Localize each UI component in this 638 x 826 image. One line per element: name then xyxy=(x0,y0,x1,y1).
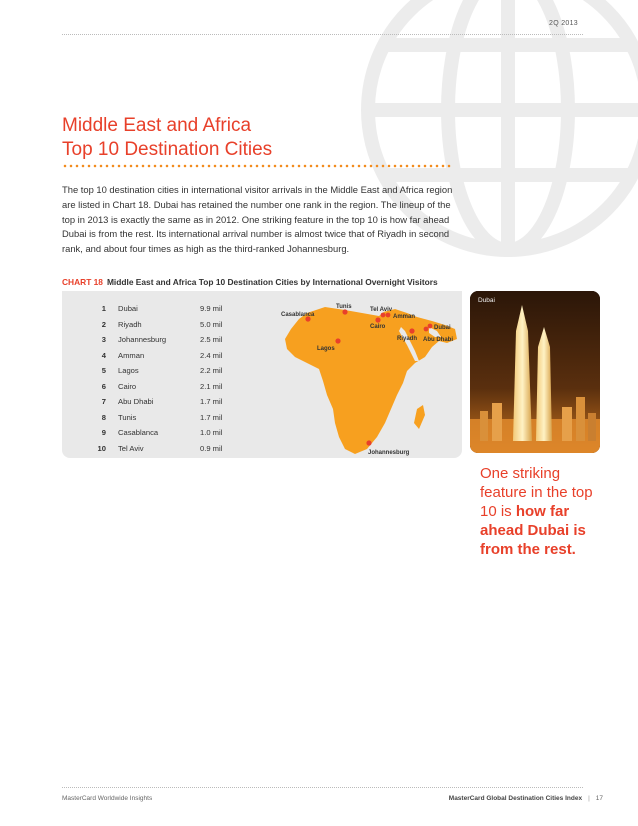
value-cell: 1.7 mil xyxy=(200,412,223,422)
map-label-abu-dhabi: Abu Dhabi xyxy=(423,337,453,343)
pull-quote xyxy=(480,464,600,559)
photo-caption: Dubai xyxy=(478,297,495,304)
map-marker-riyadh xyxy=(409,328,414,333)
table-row xyxy=(62,397,282,413)
rank-cell: 1 xyxy=(101,304,106,313)
table-row xyxy=(62,320,282,336)
table-row xyxy=(62,382,282,398)
city-cell: Casablanca xyxy=(118,428,159,437)
table-row xyxy=(62,444,282,460)
table-row xyxy=(62,351,282,367)
map-label-tel-aviv: Tel Aviv xyxy=(370,307,393,313)
header-divider xyxy=(62,34,583,35)
footer-publisher: MasterCard Worldwide Insights xyxy=(62,795,153,802)
africa-map xyxy=(267,291,462,458)
rank-cell: 9 xyxy=(101,428,106,437)
map-marker-tel-aviv xyxy=(381,313,386,318)
map-label-cairo: Cairo xyxy=(370,324,386,330)
map-marker-lagos xyxy=(335,338,340,343)
table-row xyxy=(62,304,282,320)
quarter-label: 2Q 2013 xyxy=(549,20,578,27)
rank-cell: 5 xyxy=(101,366,106,375)
rank-cell: 2 xyxy=(101,319,106,329)
page-number: 17 xyxy=(595,795,603,802)
rank-cell: 6 xyxy=(101,381,106,391)
page-title xyxy=(62,114,272,162)
map-madagascar xyxy=(414,405,425,429)
map-marker-cairo xyxy=(375,317,380,322)
pull-quote-lead: One striking feature in the top 10 is xyxy=(480,465,593,520)
map-marker-amman xyxy=(386,313,391,318)
table-row xyxy=(62,366,282,382)
city-cell: Abu Dhabi xyxy=(118,397,154,406)
value-cell: 1.0 mil xyxy=(200,428,223,437)
map-label-casablanca: Casablanca xyxy=(281,312,315,318)
map-marker-abu-dhabi xyxy=(424,327,429,332)
map-marker-dubai xyxy=(428,324,433,329)
chart-number: CHART 18 xyxy=(62,277,103,287)
map-marker-tunis xyxy=(342,309,347,314)
city-cell: Lagos xyxy=(118,366,139,375)
chart-caption xyxy=(62,277,438,287)
rank-cell: 4 xyxy=(101,350,106,360)
rank-cell: 7 xyxy=(101,397,106,406)
rank-cell: 10 xyxy=(97,443,106,453)
map-label-riyadh: Riyadh xyxy=(397,336,418,342)
pull-quote-emphasis: how far ahead Dubai is from the rest. xyxy=(480,503,586,558)
city-cell: Amman xyxy=(118,350,145,360)
title-dotted-divider xyxy=(62,164,452,168)
title-line-2: Top 10 Destination Cities xyxy=(62,139,273,160)
rank-table xyxy=(62,304,282,459)
city-cell: Tel Aviv xyxy=(118,443,144,453)
value-cell: 2.4 mil xyxy=(200,350,223,360)
value-cell: 5.0 mil xyxy=(200,319,223,329)
value-cell: 2.1 mil xyxy=(200,381,223,391)
rank-cell: 8 xyxy=(101,412,106,422)
value-cell: 0.9 mil xyxy=(200,443,223,453)
city-cell: Johannesburg xyxy=(118,335,167,344)
table-row xyxy=(62,428,282,444)
table-row xyxy=(62,413,282,429)
value-cell: 2.2 mil xyxy=(200,366,223,375)
rank-cell: 3 xyxy=(101,335,106,344)
value-cell: 1.7 mil xyxy=(200,397,223,406)
footer-right xyxy=(449,795,603,802)
dubai-skyline-image xyxy=(470,291,600,453)
city-cell: Cairo xyxy=(118,381,137,391)
value-cell: 9.9 mil xyxy=(200,304,223,313)
map-marker-johannesburg xyxy=(366,440,371,445)
map-label-dubai: Dubai xyxy=(434,325,451,331)
map-label-amman: Amman xyxy=(393,314,416,320)
footer-report-title: MasterCard Global Destination Cities Index xyxy=(448,795,583,802)
title-line-1: Middle East and Africa xyxy=(62,115,252,136)
dubai-photo xyxy=(470,291,600,453)
table-row xyxy=(62,335,282,351)
city-cell: Riyadh xyxy=(118,319,142,329)
city-cell: Tunis xyxy=(118,412,137,422)
footer-divider xyxy=(62,787,583,788)
map-label-lagos: Lagos xyxy=(317,346,335,352)
footer-separator: | xyxy=(588,795,590,802)
chart-panel xyxy=(62,291,462,458)
map-label-johannesburg: Johannesburg xyxy=(368,450,410,456)
city-cell: Dubai xyxy=(118,304,138,313)
chart-title: Middle East and Africa Top 10 Destination Cities by International Overnight Visitors xyxy=(106,277,438,287)
map-label-tunis: Tunis xyxy=(336,304,352,310)
value-cell: 2.5 mil xyxy=(200,335,223,344)
intro-paragraph: The top 10 destination cities in international visitor arrivals in the Middle East and Africa region are listed in Chart 18. Dubai has retained the number one rank in the region. The lineup of the top in 2013 is exactly the same as in 2012. One striking feature in the top 10 is how far ahead Dubai is from the rest. Its international arrival number is almost twice that of Riyadh in second rank, and about four times as high as the third-ranked Johannesburg. xyxy=(62,184,453,255)
